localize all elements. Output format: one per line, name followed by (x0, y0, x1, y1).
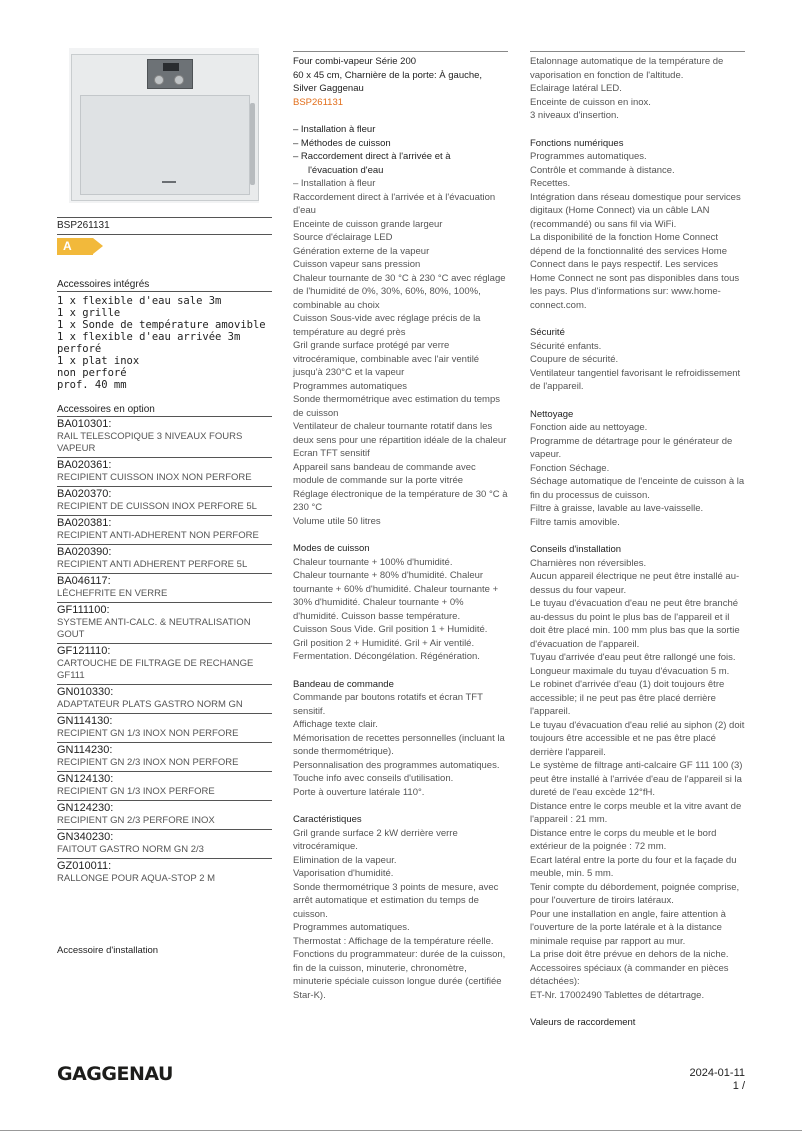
accessory-description: RECIPIENT GN 2/3 INOX NON PERFORE (57, 757, 239, 768)
integrated-accessories-list (57, 295, 272, 391)
description-line: Volume utile 50 litres (293, 515, 381, 527)
cooking-mode-line: Chaleur tournante + 80% d'humidité. Chaleur tournante + 60% d'humidité. Chaleur tournante + 30% d'humidité. Chaleur tournante + 0% d'humidité. Cuisson basse température. (293, 570, 499, 622)
accessory-code: BA020361: (57, 459, 112, 471)
cleaning-line: Filtre tamis amovible. (530, 516, 620, 528)
middle-column (293, 51, 508, 1002)
integrated-accessory-item: perforé (57, 343, 102, 355)
right-column (530, 51, 745, 1030)
oven-door (80, 95, 250, 195)
installation-tip-line: Pour une installation en angle, faire attention à l'ouverture de la porte latérale et à la distance minimale requise par rapport au mur. (530, 908, 726, 947)
spec-line: Thermostat : Affichage de la température réelle. (293, 935, 494, 947)
digital-line: Recettes. (530, 178, 571, 189)
product-subtitle-1: 60 x 45 cm, Charnière de la porte: À gauche, (293, 69, 483, 81)
accessory-description: CARTOUCHE DE FILTRAGE DE RECHANGE GF111 (57, 658, 254, 681)
digital-line: La disponibilité de la fonction Home Connect dépend de la fonctionnalité des services Home Connect dans le pays respectif. Les services Home Connect ne sont pas disponibles dans tous les pays. Plus d'informations sur: www.home-connect.com. (530, 232, 740, 311)
accessory-code: GN114130: (57, 715, 113, 727)
cooking-modes-title: Modes de cuisson (293, 543, 370, 554)
spec-line: Elimination de la vapeur. (293, 854, 397, 866)
cooking-mode-line: Chaleur tournante + 100% d'humidité. (293, 556, 453, 568)
optional-accessory-item (57, 684, 272, 713)
left-knob (154, 75, 164, 85)
cooking-mode-line: Cuisson Sous Vide. Gril position 1 + Humidité. (293, 624, 488, 635)
connection-values-title: Valeurs de raccordement (530, 1017, 636, 1028)
product-code: BSP261131 (293, 96, 344, 108)
safety-line: Sécurité enfants. (530, 340, 602, 352)
specs-list (293, 827, 508, 1003)
control-line: Porte à ouverture latérale 110°. (293, 786, 425, 798)
description-line: Cuisson vapeur sans pression (293, 259, 421, 270)
optional-accessories-title: Accessoires en option (57, 404, 272, 417)
description-line: Appareil sans bandeau de commande avec module de commande sur la porte vitrée (293, 461, 476, 486)
footer-meta (690, 1067, 745, 1093)
installation-tip-line: Le tuyau d'évacuation d'eau ne peut être branché au-dessus du point le plus bas de l'appareil et il doit être placé min. 100 mm plus bas que la sortie d'évacuation de l'appareil. (530, 598, 740, 650)
accessory-code: BA046117: (57, 575, 111, 587)
installation-tip-line: Tenir compte du débordement, poignée comprise, pour l'ouverture de tiroirs latéraux. (530, 881, 740, 906)
feature-item: l'évacuation d'eau (308, 164, 384, 176)
digital-line: Intégration dans réseau domestique pour services digitaux (Home Connect) via un câble LAN (recommandé) ou sans fil via WiFi. (530, 191, 741, 230)
installation-tip-line: ET-Nr. 17002490 Tablettes de détartrage. (530, 989, 705, 1001)
spec-line: Sonde thermométrique 3 points de mesure, avec arrêt automatique et estimation du temps de cuisson. (293, 881, 499, 920)
control-line: Personnalisation des programmes automatiques. (293, 759, 500, 771)
optional-accessories-list (57, 417, 272, 887)
installation-tip-line: Aucun appareil électrique ne peut être installé au-dessus du four vapeur. (530, 571, 740, 596)
optional-accessory-item (57, 829, 272, 858)
brand-logo: GAGGENAU (57, 1063, 173, 1085)
accessory-code: BA020390: (57, 546, 112, 558)
document-date: 2024-01-11 (689, 1067, 745, 1079)
description-line: Génération externe de la vapeur (293, 245, 430, 257)
accessory-description: ADAPTATEUR PLATS GASTRO NORM GN (57, 699, 243, 710)
oven-display (163, 63, 179, 71)
installation-tip-line: Tuyau d'arrivée d'eau peut être rallongé une fois. (530, 652, 736, 663)
spec-line: Gril grande surface 2 kW derrière verre vitrocéramique. (293, 827, 458, 852)
spec-line: Programmes automatiques. (293, 922, 410, 933)
energy-label-row (57, 234, 272, 260)
optional-accessory-item (57, 602, 272, 643)
integrated-accessory-item: 1 x flexible d'eau arrivée 3m (57, 331, 241, 343)
accessory-code: GF111100: (57, 604, 110, 616)
cleaning-title: Nettoyage (530, 408, 574, 420)
installation-tip-line: Ecart latéral entre la porte du four et la façade du meuble, min. 5 mm. (530, 854, 737, 879)
accessory-code: GN114230: (57, 744, 113, 756)
main-description (293, 191, 508, 529)
spec-line: Vaporisation d'humidité. (293, 868, 394, 879)
optional-accessory-item (57, 486, 272, 515)
installation-accessory-title: Accessoire d'installation (57, 945, 159, 956)
safety-list (530, 340, 745, 394)
optional-accessory-item (57, 417, 272, 457)
control-line: Commande par boutons rotatifs et écran TFT sensitif. (293, 692, 483, 717)
control-panel (147, 59, 193, 89)
integrated-accessory-item: 1 x Sonde de température amovible (57, 319, 266, 331)
description-line: Programmes automatiques (293, 380, 408, 392)
digital-functions-list (530, 150, 745, 312)
description-line: Réglage électronique de la température de 30 °C à 230 °C (293, 488, 508, 513)
product-subtitle-2: Silver Gaggenau (293, 83, 364, 94)
installation-tip-line: Distance entre le corps du meuble et le bord extérieur de la poignée : 72 mm. (530, 827, 717, 852)
product-title: Four combi-vapeur Série 200 (293, 56, 417, 67)
optional-accessory-item (57, 742, 272, 771)
accessory-description: RECIPIENT DE CUISSON INOX PERFORE 5L (57, 501, 257, 512)
cleaning-line: Fonction Séchage. (530, 462, 610, 474)
feature-line: Etalonnage automatique de la température de vaporisation en fonction de l'altitude. (530, 56, 724, 81)
safety-line: Coupure de sécurité. (530, 354, 619, 365)
control-line: Affichage texte clair. (293, 719, 378, 730)
oven-logo (162, 181, 176, 183)
accessory-description: LÈCHEFRITE EN VERRE (57, 588, 168, 599)
integrated-accessory-item: 1 x plat inox (57, 355, 140, 367)
optional-accessory-item (57, 800, 272, 829)
accessory-description: RECIPIENT CUISSON INOX NON PERFORE (57, 472, 252, 483)
installation-tip-line: Accessoires spéciaux (à commander en pièces détachées): (530, 962, 729, 987)
feature-item: – Méthodes de cuisson (293, 137, 391, 149)
accessory-code: BA020370: (57, 488, 112, 500)
cleaning-list (530, 421, 745, 529)
accessory-description: RECIPIENT GN 1/3 INOX NON PERFORE (57, 728, 239, 739)
digital-functions-title: Fonctions numériques (530, 137, 624, 149)
specs-title: Caractéristiques (293, 814, 362, 825)
cleaning-line: Filtre à graisse, lavable au lave-vaisselle. (530, 503, 704, 514)
accessory-description: RAIL TELESCOPIQUE 3 NIVEAUX FOURS VAPEUR (57, 431, 243, 454)
integrated-accessory-item: prof. 40 mm (57, 379, 127, 391)
feature-item: – Installation à fleur (293, 178, 376, 189)
integrated-accessory-item: 1 x grille (57, 307, 121, 319)
feature-item: – Raccordement direct à l'arrivée et à (293, 151, 451, 162)
accessory-code: GN340230: (57, 831, 114, 843)
integrated-accessory-item: 1 x flexible d'eau sale 3m (57, 295, 222, 307)
installation-tip-line: Longueur maximale du tuyau d'évacuation 5 m. (530, 665, 730, 677)
optional-accessory-item (57, 858, 272, 887)
control-panel-title: Bandeau de commande (293, 678, 394, 690)
feature-list (293, 123, 508, 191)
product-header (293, 51, 508, 109)
control-panel-list (293, 691, 508, 799)
accessory-description: RECIPIENT ANTI ADHERENT PERFORE 5L (57, 559, 248, 570)
accessory-code: GZ010011: (57, 860, 112, 872)
optional-accessory-item (57, 771, 272, 800)
cleaning-line: Fonction aide au nettoyage. (530, 422, 648, 433)
feature-line: 3 niveaux d'insertion. (530, 110, 619, 121)
control-line: Touche info avec conseils d'utilisation. (293, 773, 454, 784)
description-line: Cuisson Sous-vide avec réglage précis de la température au degré près (293, 313, 481, 338)
accessory-description: FAITOUT GASTRO NORM GN 2/3 (57, 844, 204, 855)
accessory-code: GN124230: (57, 802, 114, 814)
description-line: Sonde thermométrique avec estimation du temps de cuisson (293, 394, 500, 419)
accessory-description: RECIPIENT GN 1/3 INOX PERFORE (57, 786, 215, 797)
cleaning-line: Programme de détartrage pour le générateur de vapeur. (530, 435, 733, 460)
description-line: Raccordement direct à l'arrivée et à l'évacuation d'eau (293, 191, 496, 216)
accessory-description: RECIPIENT ANTI-ADHERENT NON PERFORE (57, 530, 259, 541)
description-line: Ecran TFT sensitif (293, 448, 370, 459)
digital-line: Programmes automatiques. (530, 151, 647, 162)
oven-handle (250, 103, 255, 185)
installation-tips-title: Conseils d'installation (530, 544, 622, 555)
integrated-accessory-item: non perforé (57, 367, 127, 379)
accessory-description: SYSTEME ANTI-CALC. & NEUTRALISATION GOUT (57, 617, 251, 640)
accessory-description: RALLONGE POUR AQUA-STOP 2 M (57, 873, 216, 884)
accessory-code: BA020381: (57, 517, 112, 529)
feature-line: Enceinte de cuisson en inox. (530, 96, 651, 108)
model-number: BSP261131 (57, 217, 272, 231)
right-intro-list (530, 51, 745, 123)
installation-tip-line: La prise doit être prévue en dehors de la niche. (530, 949, 729, 960)
optional-accessory-item (57, 643, 272, 684)
description-line: Enceinte de cuisson grande largeur (293, 218, 443, 230)
left-column (57, 48, 272, 956)
page-number: 1 / (732, 1080, 745, 1092)
optional-accessory-item (57, 544, 272, 573)
cooking-mode-line: Gril position 2 + Humidité. Gril + Air ventilé. (293, 637, 475, 649)
feature-line: Eclairage latéral LED. (530, 83, 622, 94)
accessory-description: RECIPIENT GN 2/3 PERFORE INOX (57, 815, 215, 826)
accessory-code: BA010301: (57, 418, 112, 430)
installation-tip-line: Le système de filtrage anti-calcaire GF 111 100 (3) peut être installé à l'arrivée d'eau de l'appareil si la dureté de l'eau excède 12°fH. (530, 760, 743, 798)
installation-tips-list (530, 557, 745, 1003)
description-line: Chaleur tournante de 30 °C à 230 °C avec réglage de l'humidité de 0%, 30%, 60%, 80%, 100%, combinable au choix (293, 272, 506, 311)
digital-line: Contrôle et commande à distance. (530, 164, 675, 176)
installation-tip-line: Le robinet d'arrivée d'eau (1) doit toujours être accessible; il ne peut pas être placé derrière l'appareil. (530, 679, 725, 717)
energy-class-badge: A (57, 238, 93, 255)
cooking-modes-list (293, 556, 508, 664)
optional-accessory-item (57, 713, 272, 742)
cooking-mode-line: Fermentation. Décongélation. Régénération. (293, 651, 480, 662)
installation-tip-line: Distance entre le corps meuble et la vitre avant de l'appareil : 21 mm. (530, 800, 742, 825)
safety-title: Sécurité (530, 327, 565, 338)
safety-line: Ventilateur tangentiel favorisant le refroidissement de l'appareil. (530, 367, 741, 392)
accessory-code: GN124130: (57, 773, 114, 785)
integrated-accessories-title: Accessoires intégrés (57, 279, 272, 292)
installation-tip-line: Charnières non réversibles. (530, 557, 647, 569)
control-line: Mémorisation de recettes personnelles (incluant la sonde thermométrique). (293, 732, 505, 757)
accessory-code: GF121110: (57, 645, 111, 657)
product-image (69, 48, 259, 203)
right-knob (174, 75, 184, 85)
description-line: Gril grande surface protégé par verre vitrocéramique, combinable avec l'air ventilé jusqu'à 230°C et la vapeur (293, 340, 480, 378)
optional-accessory-item (57, 573, 272, 602)
optional-accessory-item (57, 515, 272, 544)
description-line: Ventilateur de chaleur tournante rotatif dans les deux sens pour une répartition idéale de la chaleur (293, 421, 507, 446)
spec-line: Fonctions du programmateur: durée de la cuisson, fin de la cuisson, minuterie, chronomètre, minuterie spéciale cuisson longue durée (certifiée Star-K). (293, 949, 506, 1001)
installation-tip-line: Le tuyau d'évacuation d'eau relié au siphon (2) doit toujours être accessible et ne pas être placé derrière l'appareil. (530, 719, 745, 758)
optional-accessory-item (57, 457, 272, 486)
bottom-rule (0, 1130, 802, 1131)
oven-body (71, 54, 259, 201)
description-line: Source d'éclairage LED (293, 232, 393, 243)
feature-item: – Installation à fleur (293, 124, 376, 135)
accessory-code: GN010330: (57, 686, 114, 698)
cleaning-line: Séchage automatique de l'enceinte de cuisson à la fin du processus de cuisson. (530, 476, 745, 501)
